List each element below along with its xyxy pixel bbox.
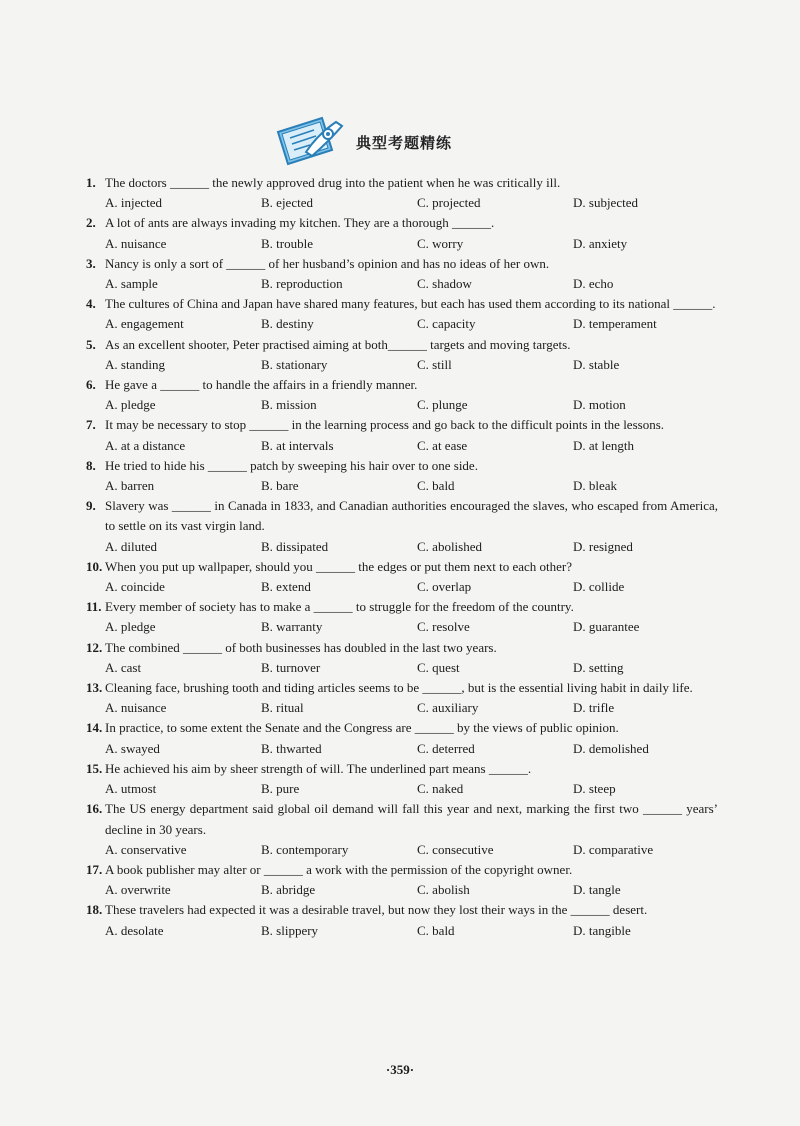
question-number: 16. — [86, 801, 103, 817]
answer-option: B. dissipated — [261, 538, 329, 554]
answer-options — [86, 314, 718, 334]
answer-option: D. setting — [573, 659, 624, 675]
question-text: It may be necessary to stop ______ in the learning process and go back to the difficult points in the lessons. — [105, 417, 665, 433]
question-stem — [86, 759, 718, 779]
question-number: 14. — [86, 720, 103, 736]
question-number: 15. — [86, 760, 103, 776]
question-number: 4. — [86, 296, 96, 312]
question-text: The cultures of China and Japan have shared many features, but each has used them according to its national ______. — [105, 296, 716, 312]
question-item — [86, 900, 718, 940]
answer-options — [86, 658, 718, 678]
question-stem — [86, 375, 718, 395]
question-text: The doctors ______ the newly approved drug into the patient when he was critically ill. — [105, 175, 561, 190]
question-text: He tried to hide his ______ patch by sweeping his hair over to one side. — [105, 457, 478, 473]
answer-options — [86, 840, 718, 860]
question-number: 5. — [86, 336, 96, 352]
answer-option: C. still — [417, 356, 452, 372]
question-number: 9. — [86, 498, 96, 514]
question-number: 2. — [86, 215, 96, 231]
answer-option: A. sample — [105, 276, 158, 292]
answer-option: B. ritual — [261, 700, 304, 716]
question-stem — [86, 638, 718, 658]
answer-option: B. mission — [261, 397, 317, 413]
question-number: 7. — [86, 417, 96, 433]
answer-option: A. injected — [105, 195, 163, 211]
question-number: 12. — [86, 639, 103, 655]
answer-options — [86, 476, 718, 496]
answer-option: C. shadow — [417, 276, 472, 292]
question-stem — [86, 678, 718, 698]
question-item — [86, 294, 718, 334]
question-stem — [86, 799, 718, 839]
question-number: 6. — [86, 377, 96, 393]
answer-option: A. pledge — [105, 397, 156, 413]
question-stem — [86, 294, 718, 314]
answer-option: B. stationary — [261, 356, 328, 372]
answer-option: C. consecutive — [417, 841, 494, 857]
question-number: 11. — [86, 599, 102, 615]
question-item — [86, 759, 718, 799]
question-item — [86, 638, 718, 678]
answer-option: D. anxiety — [573, 235, 628, 251]
question-text: These travelers had expected it was a desirable travel, but now they lost their ways in the ______ desert. — [105, 902, 648, 918]
answer-option: C. resolve — [417, 619, 470, 635]
answer-option: C. abolished — [417, 538, 482, 554]
question-text: The US energy department said global oil demand will fall this year and next, marking the first two ______ years’ decline in 30 years. — [105, 801, 718, 837]
answer-options — [86, 739, 718, 759]
answer-option: D. stable — [573, 356, 620, 372]
question-item — [86, 557, 718, 597]
question-item — [86, 173, 718, 213]
answer-option: B. slippery — [261, 922, 319, 938]
answer-option: A. swayed — [105, 740, 160, 756]
question-item — [86, 860, 718, 900]
question-text: The combined ______ of both businesses has doubled in the last two years. — [105, 639, 497, 655]
question-number: 17. — [86, 861, 103, 877]
question-number: 13. — [86, 680, 103, 696]
answer-options — [86, 234, 718, 254]
answer-option: A. cast — [105, 659, 142, 675]
answer-option: B. thwarted — [261, 740, 322, 756]
question-stem — [86, 213, 718, 233]
answer-option: A. utmost — [105, 781, 157, 797]
answer-option: B. abridge — [261, 882, 316, 898]
answer-option: D. trifle — [573, 700, 615, 716]
answer-option: A. at a distance — [105, 437, 186, 453]
answer-option: D. motion — [573, 397, 626, 413]
answer-options — [86, 436, 718, 456]
answer-option: B. reproduction — [261, 276, 343, 292]
answer-options — [86, 921, 718, 941]
question-stem — [86, 597, 718, 617]
answer-options — [86, 537, 718, 557]
question-number: 18. — [86, 902, 103, 918]
question-stem — [86, 456, 718, 476]
answer-option: D. comparative — [573, 841, 654, 857]
question-item — [86, 456, 718, 496]
answer-option: C. projected — [417, 195, 481, 211]
pen-paper-icon — [270, 112, 350, 168]
answer-option: B. warranty — [261, 619, 323, 635]
answer-option: A. standing — [105, 356, 165, 372]
question-list — [86, 173, 718, 941]
question-text: Cleaning face, brushing tooth and tiding articles seems to be ______, but is the essential living habit in daily life. — [105, 680, 693, 696]
answer-option: C. overlap — [417, 579, 472, 595]
question-number: 3. — [86, 255, 96, 271]
answer-option: C. auxiliary — [417, 700, 479, 716]
question-item — [86, 718, 718, 758]
answer-option: D. guarantee — [573, 619, 640, 635]
section-header — [0, 112, 800, 172]
question-item — [86, 799, 718, 860]
answer-option: D. echo — [573, 276, 614, 292]
answer-option: C. capacity — [417, 316, 476, 332]
answer-option: D. collide — [573, 579, 625, 595]
answer-option: D. demolished — [573, 740, 649, 756]
answer-option: D. tangle — [573, 882, 621, 898]
answer-option: D. bleak — [573, 478, 618, 494]
question-text: In practice, to some extent the Senate and the Congress are ______ by the views of public opinion. — [105, 720, 619, 736]
question-text: Every member of society has to make a ______ to struggle for the freedom of the country. — [105, 599, 574, 615]
answer-option: A. conservative — [105, 841, 187, 857]
question-item — [86, 415, 718, 455]
answer-option: C. naked — [417, 781, 464, 797]
answer-options — [86, 577, 718, 597]
question-number: 10. — [86, 558, 103, 574]
question-text: He gave a ______ to handle the affairs in a friendly manner. — [105, 377, 418, 393]
answer-option: B. trouble — [261, 235, 313, 251]
answer-option: A. coincide — [105, 579, 165, 595]
answer-option: B. destiny — [261, 316, 314, 332]
question-number: 1. — [86, 175, 96, 190]
answer-option: D. resigned — [573, 538, 633, 554]
answer-option: A. pledge — [105, 619, 156, 635]
answer-option: B. at intervals — [261, 437, 334, 453]
question-item — [86, 496, 718, 557]
question-stem — [86, 860, 718, 880]
answer-option: B. contemporary — [261, 841, 349, 857]
answer-option: A. diluted — [105, 538, 157, 554]
answer-option: D. steep — [573, 781, 616, 797]
answer-option: C. deterred — [417, 740, 475, 756]
answer-options — [86, 395, 718, 415]
question-item — [86, 597, 718, 637]
question-item — [86, 678, 718, 718]
question-item — [86, 254, 718, 294]
answer-option: B. extend — [261, 579, 311, 595]
answer-option: B. pure — [261, 781, 300, 797]
question-stem — [86, 718, 718, 738]
answer-option: B. bare — [261, 478, 299, 494]
question-stem — [86, 900, 718, 920]
question-stem — [86, 415, 718, 435]
answer-options — [86, 880, 718, 900]
answer-option: A. engagement — [105, 316, 184, 332]
answer-option: C. bald — [417, 478, 455, 494]
answer-option: B. turnover — [261, 659, 321, 675]
question-item — [86, 375, 718, 415]
question-item — [86, 213, 718, 253]
question-stem — [86, 335, 718, 355]
answer-option: D. at length — [573, 437, 635, 453]
question-stem — [86, 173, 718, 193]
question-text: When you put up wallpaper, should you ______ the edges or put them next to each other? — [105, 558, 573, 574]
answer-option: A. barren — [105, 478, 155, 494]
page-number: ·359· — [385, 1062, 415, 1077]
question-text: A lot of ants are always invading my kitchen. They are a thorough ______. — [105, 215, 495, 231]
answer-option: B. ejected — [261, 195, 313, 211]
answer-option: D. temperament — [573, 316, 657, 332]
answer-options — [86, 193, 718, 213]
answer-option: A. desolate — [105, 922, 164, 938]
answer-option: C. plunge — [417, 397, 468, 413]
answer-option: C. bald — [417, 922, 455, 938]
answer-options — [86, 355, 718, 375]
section-title: 典型考题精练 — [356, 134, 453, 152]
question-item — [86, 335, 718, 375]
question-number: 8. — [86, 457, 96, 473]
question-stem — [86, 496, 718, 536]
question-text: A book publisher may alter or ______ a work with the permission of the copyright owner. — [105, 861, 573, 877]
answer-option: A. nuisance — [105, 235, 167, 251]
answer-options — [86, 617, 718, 637]
question-text: He achieved his aim by sheer strength of will. The underlined part means ______. — [105, 760, 532, 776]
answer-option: C. worry — [417, 235, 464, 251]
answer-option: D. subjected — [573, 195, 638, 211]
question-stem — [86, 557, 718, 577]
answer-option: A. nuisance — [105, 700, 167, 716]
question-stem — [86, 254, 718, 274]
answer-options — [86, 779, 718, 799]
answer-option: D. tangible — [573, 922, 631, 938]
answer-option: C. quest — [417, 659, 460, 675]
answer-option: C. at ease — [417, 437, 468, 453]
question-text: Nancy is only a sort of ______ of her husband’s opinion and has no ideas of her own. — [105, 255, 550, 271]
question-text: As an excellent shooter, Peter practised aiming at both______ targets and moving targets. — [105, 336, 571, 352]
answer-option: A. overwrite — [105, 882, 171, 898]
question-text: Slavery was ______ in Canada in 1833, and Canadian authorities encouraged the slaves, who escaped from America, to settle on its vast virgin land. — [105, 498, 718, 534]
answer-options — [86, 698, 718, 718]
answer-option: C. abolish — [417, 882, 470, 898]
answer-options — [86, 274, 718, 294]
